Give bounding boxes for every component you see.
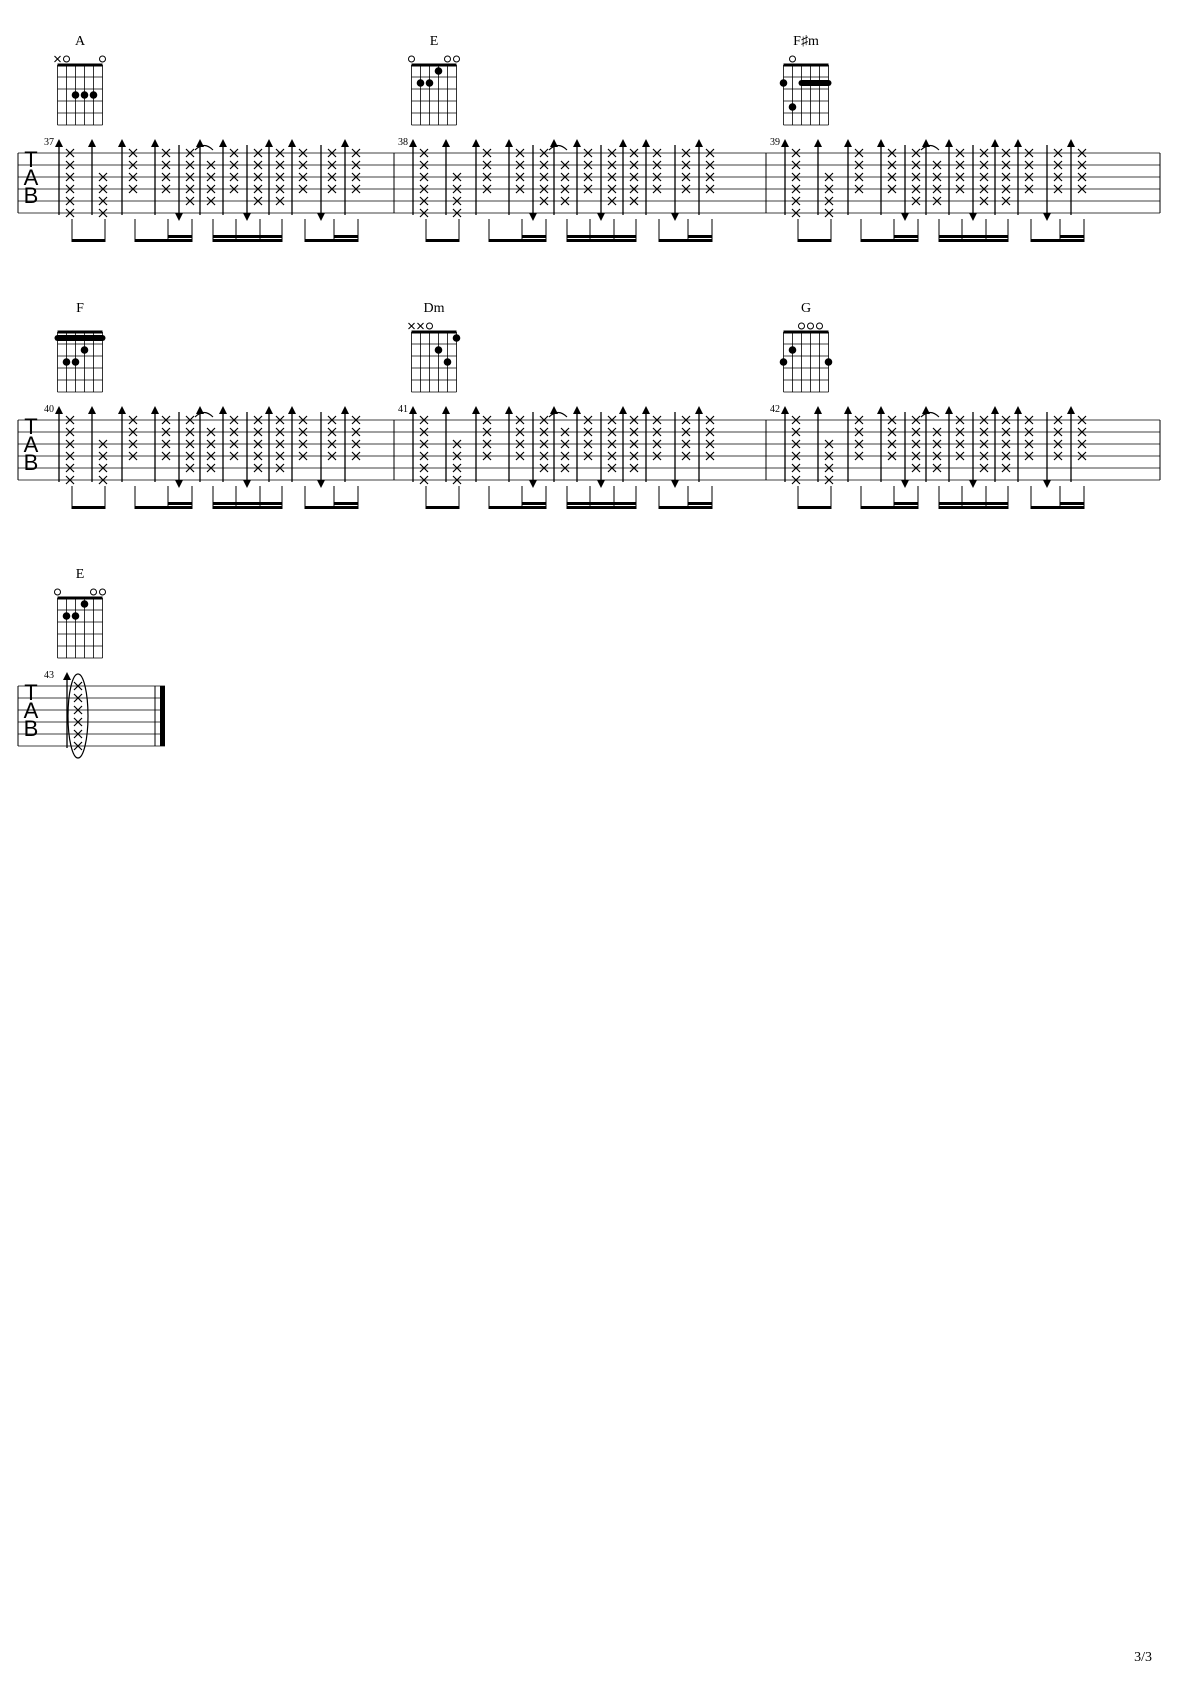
measure-number: 43	[44, 670, 54, 681]
up-strum-arrow-icon	[573, 139, 581, 147]
up-strum-arrow-icon	[472, 406, 480, 414]
up-strum-arrow-icon	[442, 139, 450, 147]
finger-dot-icon	[780, 79, 788, 87]
finger-dot-icon	[789, 346, 797, 354]
tab-clef-letter: A	[23, 698, 39, 723]
up-strum-arrow-icon	[573, 406, 581, 414]
finger-dot-icon	[435, 67, 443, 75]
beam	[72, 239, 105, 242]
finger-dot-icon	[780, 358, 788, 366]
finger-dot-icon	[81, 91, 89, 99]
open-string-icon	[790, 56, 796, 62]
chord-name: A	[74, 34, 86, 49]
finger-dot-icon	[72, 91, 80, 99]
up-strum-arrow-icon	[472, 139, 480, 147]
tab-clef-letter: B	[23, 183, 39, 208]
tab-clef-letter: A	[23, 432, 39, 457]
chord-name: G	[800, 301, 812, 316]
finger-dot-icon	[63, 612, 71, 620]
measure-number: 39	[770, 137, 780, 148]
finger-dot-icon	[825, 358, 833, 366]
up-strum-arrow-icon	[442, 406, 450, 414]
beam	[489, 239, 546, 242]
down-strum-arrow-icon	[1043, 213, 1051, 221]
measure	[44, 34, 394, 242]
up-strum-arrow-icon	[814, 139, 822, 147]
up-strum-arrow-icon	[945, 406, 953, 414]
beam	[1060, 502, 1084, 505]
up-strum-arrow-icon	[88, 406, 96, 414]
beam	[168, 502, 192, 505]
beam	[894, 235, 918, 238]
beam	[334, 502, 358, 505]
up-strum-arrow-icon	[619, 406, 627, 414]
beam	[72, 506, 105, 509]
beam	[213, 506, 282, 509]
beam	[305, 506, 358, 509]
up-strum-arrow-icon	[844, 139, 852, 147]
beam	[861, 239, 918, 242]
measure	[398, 34, 766, 242]
up-strum-arrow-icon	[341, 406, 349, 414]
tab-clef-letter: T	[24, 680, 38, 705]
tab-clef-letter: B	[23, 450, 39, 475]
measure-number: 41	[398, 404, 408, 415]
open-string-icon	[808, 323, 814, 329]
beam	[567, 506, 636, 509]
finger-dot-icon	[789, 103, 797, 111]
open-string-icon	[100, 589, 106, 595]
down-strum-arrow-icon	[317, 213, 325, 221]
measure-number: 38	[398, 137, 408, 148]
up-strum-arrow-icon	[118, 139, 126, 147]
beam	[939, 506, 1008, 509]
beam	[939, 235, 1008, 238]
tab-clef-letter: T	[24, 147, 38, 172]
up-strum-arrow-icon	[877, 406, 885, 414]
finger-dot-icon	[444, 358, 452, 366]
down-strum-arrow-icon	[243, 480, 251, 488]
down-strum-arrow-icon	[901, 213, 909, 221]
up-strum-arrow-icon	[505, 406, 513, 414]
beam	[567, 235, 636, 238]
beam	[1060, 235, 1084, 238]
up-strum-arrow-icon	[1067, 406, 1075, 414]
up-strum-arrow-icon	[814, 406, 822, 414]
down-strum-arrow-icon	[243, 213, 251, 221]
down-strum-arrow-icon	[969, 213, 977, 221]
tab-system	[18, 567, 165, 758]
open-string-icon	[409, 56, 415, 62]
up-strum-arrow-icon	[695, 406, 703, 414]
up-strum-arrow-icon	[1067, 139, 1075, 147]
down-strum-arrow-icon	[529, 480, 537, 488]
down-strum-arrow-icon	[317, 480, 325, 488]
beam	[426, 239, 459, 242]
beam	[1031, 239, 1084, 242]
beam	[522, 235, 546, 238]
finger-dot-icon	[63, 358, 71, 366]
chord-name: Dm	[423, 301, 445, 316]
beam	[798, 239, 831, 242]
up-strum-arrow-icon	[1014, 139, 1022, 147]
finger-dot-icon	[417, 79, 425, 87]
tab-clef-letter: T	[24, 414, 38, 439]
up-strum-arrow-icon	[118, 406, 126, 414]
down-strum-arrow-icon	[597, 213, 605, 221]
down-strum-arrow-icon	[969, 480, 977, 488]
down-strum-arrow-icon	[597, 480, 605, 488]
down-strum-arrow-icon	[175, 213, 183, 221]
beam	[798, 506, 831, 509]
up-strum-arrow-icon	[88, 139, 96, 147]
up-strum-arrow-icon	[219, 139, 227, 147]
beam	[688, 502, 712, 505]
up-strum-arrow-icon	[505, 139, 513, 147]
up-strum-arrow-icon	[945, 139, 953, 147]
down-strum-arrow-icon	[901, 480, 909, 488]
up-strum-arrow-icon	[151, 139, 159, 147]
beam	[567, 502, 636, 505]
beam	[1031, 506, 1084, 509]
chord-name: F	[76, 301, 84, 316]
chord-name: E	[429, 34, 439, 49]
beam	[659, 506, 712, 509]
beam	[688, 235, 712, 238]
up-strum-arrow-icon	[288, 406, 296, 414]
finger-dot-icon	[81, 346, 89, 354]
up-strum-arrow-icon	[55, 139, 63, 147]
chord-name: F♯m	[793, 34, 819, 49]
beam	[522, 502, 546, 505]
beam	[894, 502, 918, 505]
up-strum-arrow-icon	[409, 139, 417, 147]
up-strum-arrow-icon	[219, 406, 227, 414]
open-string-icon	[445, 56, 451, 62]
up-strum-arrow-icon	[55, 406, 63, 414]
up-strum-arrow-icon	[642, 406, 650, 414]
up-strum-arrow-icon	[991, 406, 999, 414]
down-strum-arrow-icon	[529, 213, 537, 221]
down-strum-arrow-icon	[1043, 480, 1051, 488]
beam	[334, 235, 358, 238]
final-barline	[160, 686, 165, 746]
beam	[939, 239, 1008, 242]
open-string-icon	[817, 323, 823, 329]
up-strum-arrow-icon	[781, 406, 789, 414]
measure-number: 40	[44, 404, 54, 415]
open-string-icon	[55, 589, 61, 595]
measure-number: 37	[44, 137, 54, 148]
open-string-icon	[64, 56, 70, 62]
down-strum-arrow-icon	[671, 213, 679, 221]
beam	[567, 239, 636, 242]
beam	[489, 506, 546, 509]
beam	[939, 502, 1008, 505]
open-string-icon	[91, 589, 97, 595]
beam	[659, 239, 712, 242]
up-strum-arrow-icon	[1014, 406, 1022, 414]
beam	[861, 506, 918, 509]
beam	[135, 506, 192, 509]
down-strum-arrow-icon	[175, 480, 183, 488]
up-strum-arrow-icon	[844, 406, 852, 414]
up-strum-arrow-icon	[151, 406, 159, 414]
beam	[213, 502, 282, 505]
beam	[305, 239, 358, 242]
finger-dot-icon	[435, 346, 443, 354]
up-strum-arrow-icon	[619, 139, 627, 147]
up-strum-arrow-icon	[265, 406, 273, 414]
open-string-icon	[454, 56, 460, 62]
tab-system	[18, 301, 1160, 509]
beam	[135, 239, 192, 242]
beam	[213, 235, 282, 238]
measure	[398, 301, 766, 509]
measure	[770, 301, 1160, 509]
beam	[213, 239, 282, 242]
open-string-icon	[427, 323, 433, 329]
measure	[44, 301, 394, 509]
tab-system	[18, 34, 1160, 242]
up-strum-arrow-icon	[341, 139, 349, 147]
open-string-icon	[100, 56, 106, 62]
measure	[770, 34, 1160, 242]
beam	[168, 235, 192, 238]
up-strum-arrow-icon	[991, 139, 999, 147]
finger-dot-icon	[453, 334, 461, 342]
up-strum-arrow-icon	[409, 406, 417, 414]
page-number: 3/3	[1134, 1650, 1152, 1665]
up-strum-arrow-icon	[781, 139, 789, 147]
open-string-icon	[799, 323, 805, 329]
measure	[44, 567, 165, 758]
tab-clef-letter: B	[23, 716, 39, 741]
beam	[426, 506, 459, 509]
up-strum-arrow-icon	[877, 139, 885, 147]
finger-dot-icon	[72, 612, 80, 620]
tab-clef-letter: A	[23, 165, 39, 190]
up-strum-arrow-icon	[642, 139, 650, 147]
up-strum-arrow-icon	[63, 672, 71, 680]
up-strum-arrow-icon	[695, 139, 703, 147]
measure-number: 42	[770, 404, 780, 415]
up-strum-arrow-icon	[265, 139, 273, 147]
chord-name: E	[75, 567, 85, 582]
up-strum-arrow-icon	[288, 139, 296, 147]
down-strum-arrow-icon	[671, 480, 679, 488]
finger-dot-icon	[90, 91, 98, 99]
finger-dot-icon	[72, 358, 80, 366]
finger-dot-icon	[81, 600, 89, 608]
finger-dot-icon	[426, 79, 434, 87]
